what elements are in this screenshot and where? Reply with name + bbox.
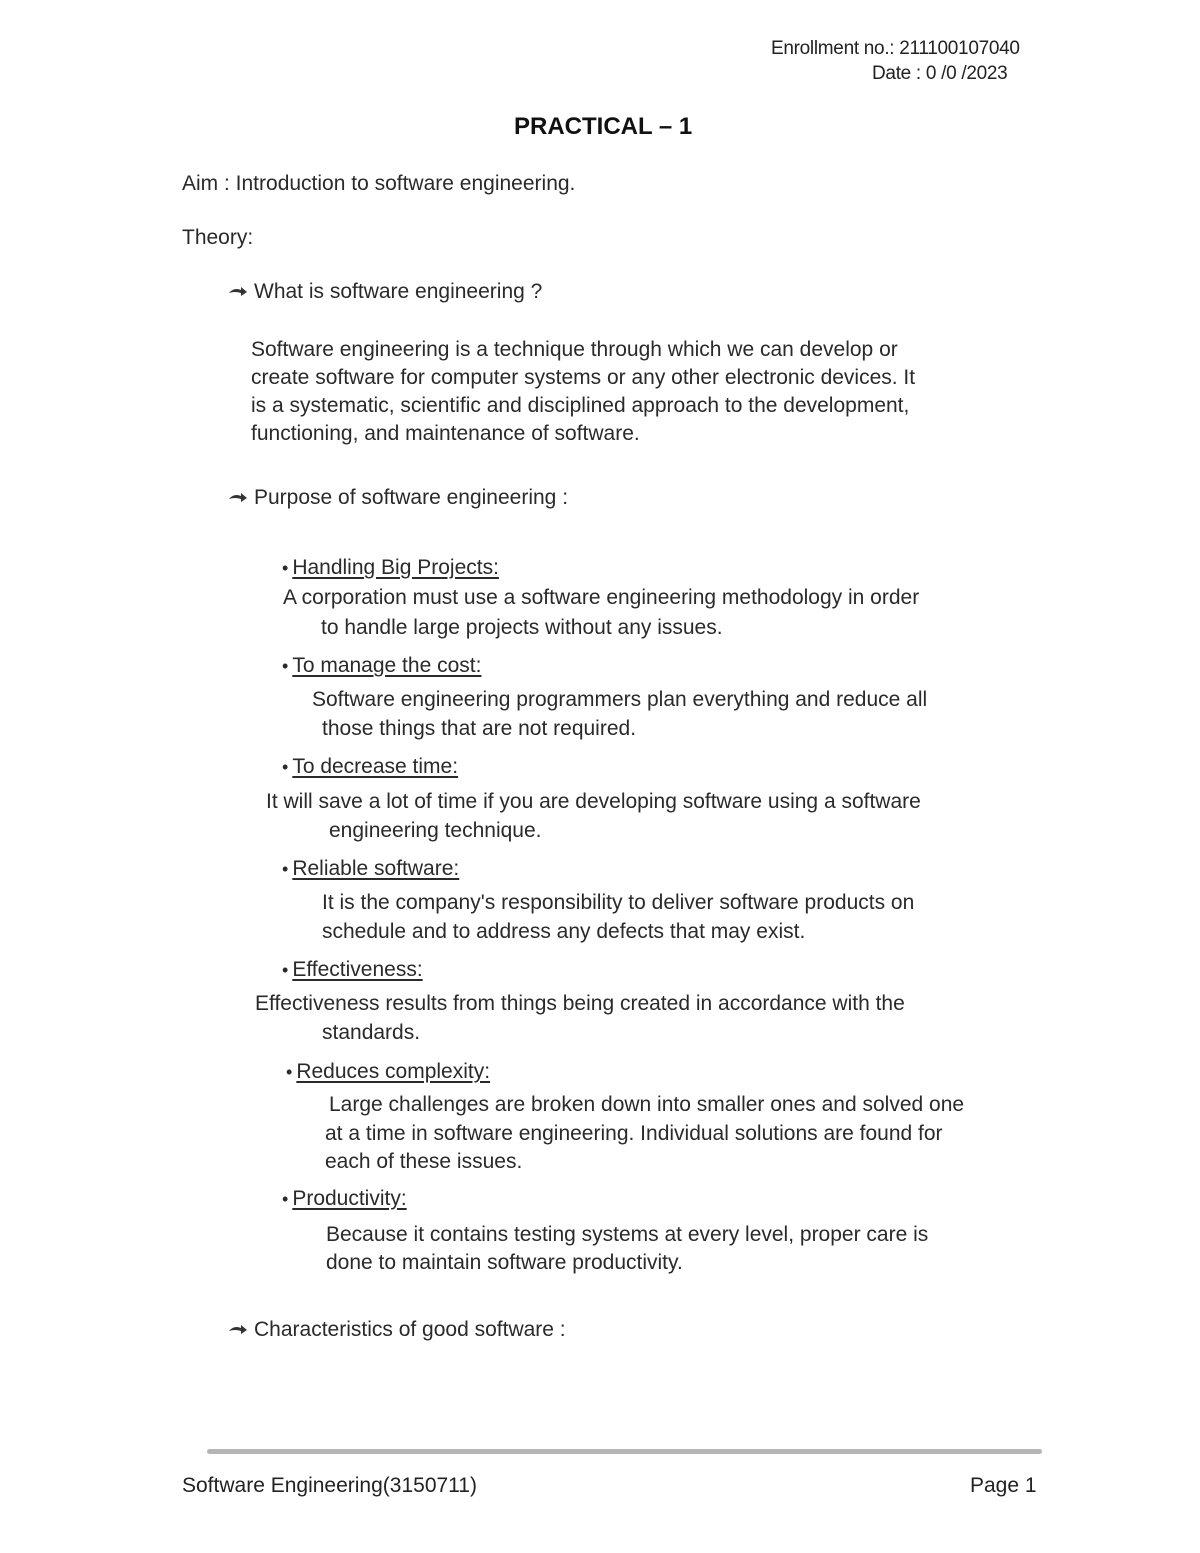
aim-text: Aim : Introduction to software engineering. bbox=[182, 172, 576, 195]
purpose-item-line: at a time in software engineering. Individual solutions are found for bbox=[325, 1122, 943, 1145]
purpose-item-line: Effectiveness results from things being created in accordance with the bbox=[255, 992, 905, 1015]
what-line-1: Software engineering is a technique through which we can develop or bbox=[251, 338, 898, 361]
purpose-item-line: schedule and to address any defects that may exist. bbox=[322, 920, 806, 943]
purpose-item-line: standards. bbox=[322, 1021, 421, 1044]
purpose-item-line: It will save a lot of time if you are developing software using a software bbox=[266, 790, 921, 813]
section-heading-label: Characteristics of good software : bbox=[254, 1318, 566, 1341]
arrow-bullet-icon bbox=[228, 1324, 248, 1336]
purpose-item-title: • Reliable software: bbox=[282, 857, 460, 880]
purpose-item-line: Large challenges are broken down into smaller ones and solved one bbox=[329, 1093, 965, 1116]
theory-label: Theory: bbox=[182, 226, 254, 249]
footer-page-number: Page 1 bbox=[970, 1474, 1037, 1497]
bullet-dot-icon: • bbox=[282, 859, 289, 879]
purpose-item-title: • Productivity: bbox=[282, 1187, 407, 1210]
purpose-item-line: It is the company's responsibility to deliver software products on bbox=[322, 891, 915, 914]
footer-divider bbox=[207, 1449, 1042, 1454]
purpose-item-line: Software engineering programmers plan everything and reduce all bbox=[312, 688, 928, 711]
arrow-bullet-icon bbox=[228, 286, 248, 298]
purpose-item-line: engineering technique. bbox=[329, 819, 542, 842]
bullet-dot-icon: • bbox=[282, 757, 289, 777]
purpose-item-line: those things that are not required. bbox=[322, 717, 637, 740]
purpose-item-title: • Reduces complexity: bbox=[286, 1060, 491, 1083]
purpose-item-title: • Handling Big Projects: bbox=[282, 556, 499, 579]
purpose-item-line: done to maintain software productivity. bbox=[326, 1251, 683, 1274]
purpose-item-line: A corporation must use a software engineering methodology in order bbox=[283, 586, 920, 609]
bullet-dot-icon: • bbox=[282, 656, 289, 676]
page-title: PRACTICAL – 1 bbox=[514, 113, 693, 140]
section-heading-what bbox=[228, 278, 542, 307]
date: Date : 0 /0 /2023 bbox=[872, 63, 1008, 84]
purpose-item-title: • To manage the cost: bbox=[282, 654, 482, 677]
bullet-dot-icon: • bbox=[286, 1062, 293, 1082]
what-line-2: create software for computer systems or any other electronic devices. It bbox=[251, 366, 916, 389]
purpose-item-title: • To decrease time: bbox=[282, 755, 459, 778]
arrow-bullet-icon bbox=[228, 492, 248, 504]
section-heading-label: What is software engineering ? bbox=[254, 280, 543, 303]
bullet-dot-icon: • bbox=[282, 1189, 289, 1209]
what-line-3: is a systematic, scientific and disciplined approach to the development, bbox=[251, 394, 910, 417]
purpose-item-line: each of these issues. bbox=[325, 1150, 523, 1173]
bullet-dot-icon: • bbox=[282, 558, 289, 578]
bullet-dot-icon: • bbox=[282, 960, 289, 980]
section-heading-purpose bbox=[228, 484, 568, 513]
purpose-item-line: Because it contains testing systems at every level, proper care is bbox=[326, 1223, 929, 1246]
what-line-4: functioning, and maintenance of software. bbox=[251, 422, 640, 445]
enrollment-number: Enrollment no.: 211100107040 bbox=[771, 38, 1020, 59]
purpose-item-title: • Effectiveness: bbox=[282, 958, 423, 981]
purpose-item-line: to handle large projects without any issues. bbox=[321, 616, 723, 639]
section-heading-characteristics bbox=[228, 1316, 566, 1345]
section-heading-label: Purpose of software engineering : bbox=[254, 486, 569, 509]
footer-course: Software Engineering(3150711) bbox=[182, 1474, 477, 1497]
